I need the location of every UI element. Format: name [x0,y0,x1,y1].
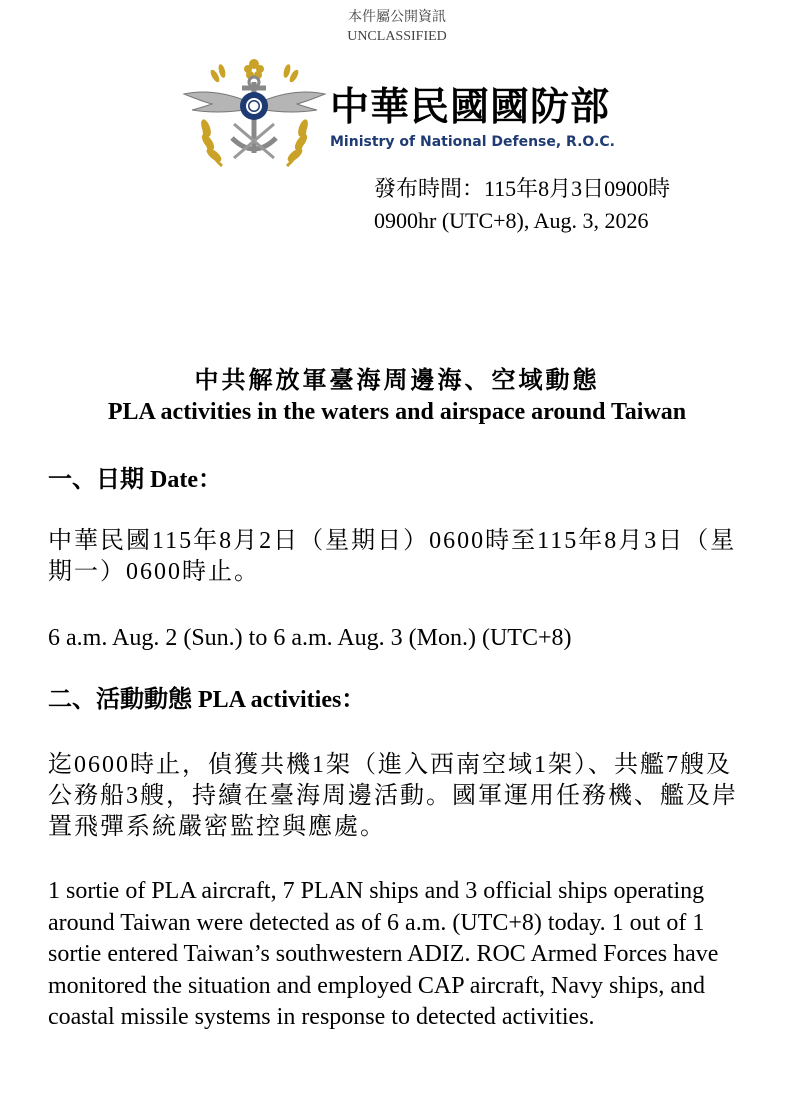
date-text-zh: 中華民國115年8月2日（星期日）0600時至115年8月3日（星期一）0600時止。 [48,528,737,585]
section-heading-activities: 二、活動動態 PLA activities： [48,687,366,713]
date-text-en: 6 a.m. Aug. 2 (Sun.) to 6 a.m. Aug. 3 (Mon.) (UTC+8) [48,625,572,651]
org-name-zh: 中華民國國防部 [330,85,611,130]
activities-text-en: 1 sortie of PLA aircraft, 7 PLAN ships and 3 official ships operating around Taiwan were detected as of 6 a.m. (UTC+8) today. 1 out of 1 sortie entered Taiwan’s southwestern ADIZ. ROC Armed Forces have monitored the situation and employed CAP aircraft, Navy ships, and coastal missile systems in response to detected activities. [48,878,719,1030]
release-time [374,173,670,237]
section-heading-date: 一、日期 Date： [48,467,222,493]
org-name-en: Ministry of National Defense, R.O.C. [330,134,615,150]
activities-text-zh: 迄0600時止，偵獲共機1架（進入西南空域1架）、共艦7艘及公務船3艘，持續在臺海周邊活動。國軍運用任務機、艦及岸置飛彈系統嚴密監控與應處。 [48,752,738,840]
release-time-zh: 發布時間：115年8月3日0900時 [374,176,671,201]
report-title [0,366,794,428]
classification-banner [0,8,794,46]
report-title-zh: 中共解放軍臺海周邊海、空域動態 [194,368,600,394]
classification-en: UNCLASSIFIED [347,29,447,44]
mnd-emblem-icon [182,58,327,176]
release-time-en: 0900hr (UTC+8), Aug. 3, 2026 [374,208,649,233]
report-title-en: PLA activities in the waters and airspace around Taiwan [107,399,687,425]
classification-zh: 本件屬公開資訊 [348,10,446,25]
